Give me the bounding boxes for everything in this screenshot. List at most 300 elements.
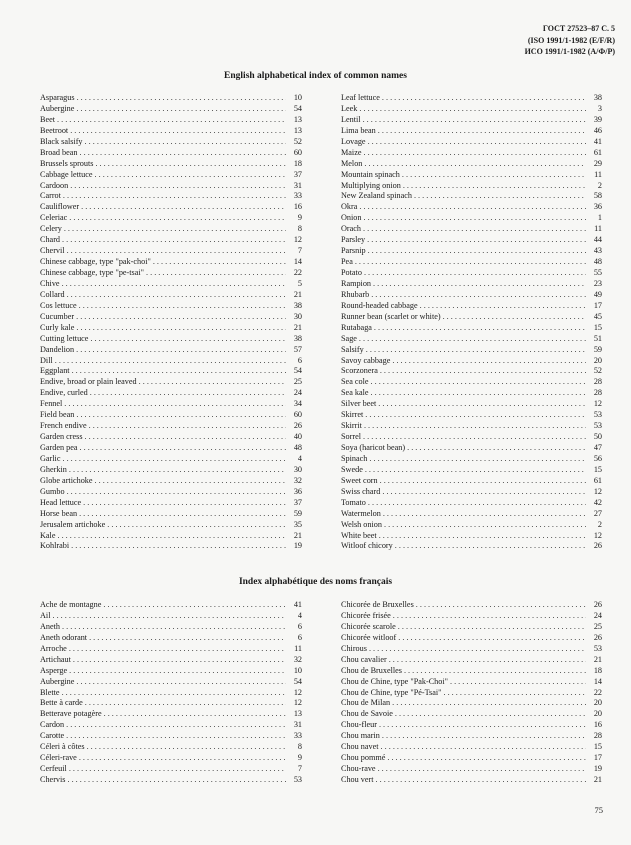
index-term: Celery: [40, 224, 62, 234]
index-entry: [40, 279, 302, 290]
index-entry: [341, 170, 602, 181]
index-page-number: 53: [593, 643, 602, 653]
index-entry: [40, 509, 302, 520]
index-page-number: 53: [293, 775, 302, 784]
index-page-number: 60: [293, 410, 302, 420]
index-term: Garden cress: [40, 432, 83, 442]
index-page-number: 1: [597, 213, 602, 223]
index-page-number: 12: [593, 530, 602, 540]
index-page-number: 25: [593, 621, 602, 631]
index-entry: [341, 655, 602, 666]
index-page-number: 57: [293, 344, 302, 354]
leader-dots: [364, 421, 586, 430]
leader-dots: [90, 334, 286, 343]
leader-dots: [76, 410, 286, 419]
index-term: Skirret: [341, 410, 364, 420]
leader-dots: [379, 720, 586, 729]
index-entry: [40, 775, 302, 786]
index-page-number: 15: [593, 742, 602, 752]
leader-dots: [77, 93, 286, 102]
index-entry: [40, 181, 302, 192]
leader-dots: [85, 432, 286, 441]
index-page-number: 18: [593, 665, 602, 675]
index-entry: [40, 644, 302, 655]
leader-dots: [398, 633, 586, 642]
index-entry: [341, 334, 602, 345]
index-term: Onion: [341, 213, 362, 223]
leader-dots: [81, 202, 286, 211]
index-term: Aneth odorant: [40, 632, 88, 642]
index-page-number: 9: [297, 213, 302, 223]
index-page-number: 22: [293, 268, 302, 277]
leader-dots: [392, 698, 586, 707]
leader-dots: [416, 600, 586, 609]
index-entry: [341, 709, 602, 720]
index-page-number: 59: [593, 344, 602, 354]
index-page-number: 21: [293, 322, 302, 332]
leader-dots: [76, 677, 286, 686]
index-term: Beetroot: [40, 125, 69, 135]
leader-dots: [146, 268, 286, 277]
index-page-number: 8: [297, 742, 302, 752]
leader-dots: [67, 246, 286, 255]
index-page-number: 26: [593, 541, 602, 551]
index-page-number: 20: [593, 698, 602, 708]
index-entry: [341, 753, 602, 764]
leader-dots: [72, 366, 286, 375]
leader-dots: [384, 520, 586, 529]
index-page-number: 47: [593, 443, 602, 452]
index-entry: [40, 377, 302, 388]
leader-dots: [368, 137, 586, 146]
leader-dots: [371, 377, 586, 386]
index-term: Blette: [40, 687, 60, 697]
leader-dots: [66, 720, 286, 729]
index-entry: [341, 410, 602, 421]
index-term: Collard: [40, 289, 65, 299]
leader-dots: [76, 312, 286, 321]
index-page-number: 52: [593, 366, 602, 376]
index-entry: [341, 213, 602, 224]
index-term: Chicorée scarole: [341, 621, 396, 631]
index-entry: [40, 677, 302, 688]
leader-dots: [380, 366, 586, 375]
index-page-number: 21: [293, 530, 302, 540]
leader-dots: [87, 742, 286, 751]
index-term: Head lettuce: [40, 497, 82, 507]
leader-dots: [76, 345, 286, 354]
index-entry: [40, 764, 302, 775]
index-term: Round-headed cabbage: [341, 300, 418, 310]
index-entry: [341, 677, 602, 688]
leader-dots: [420, 301, 586, 310]
leader-dots: [395, 541, 586, 550]
index-page-number: 20: [593, 355, 602, 365]
leader-dots: [104, 709, 286, 718]
index-entry: [40, 454, 302, 465]
index-entry: [341, 159, 602, 170]
index-entry: [40, 600, 302, 611]
index-page-number: 13: [293, 125, 302, 135]
leader-dots: [404, 666, 586, 675]
leader-dots: [107, 520, 286, 529]
index-term: Sweet corn: [341, 475, 378, 485]
index-entry: [341, 104, 602, 115]
index-page-number: 38: [293, 300, 302, 310]
index-page-number: 61: [593, 147, 602, 157]
index-entry: [40, 655, 302, 666]
index-entry: [341, 377, 602, 388]
index-term: Parsnip: [341, 246, 366, 256]
index-entry: [341, 465, 602, 476]
index-page-number: 44: [593, 235, 602, 245]
index-page-number: 24: [293, 388, 302, 398]
leader-dots: [139, 377, 286, 386]
leader-dots: [85, 698, 286, 707]
leader-dots: [359, 202, 586, 211]
index-page-number: 36: [593, 202, 602, 212]
index-page-number: 18: [293, 158, 302, 168]
index-entry: [40, 611, 302, 622]
header-line: ИСО 1991/1-1982 (А/Ф/Р): [524, 47, 615, 56]
index-term: Multiplying onion: [341, 180, 401, 190]
leader-dots: [55, 356, 286, 365]
index-entry: [40, 421, 302, 432]
index-page-number: 32: [293, 654, 302, 664]
leader-dots: [378, 399, 586, 408]
index-page-number: 5: [297, 278, 302, 288]
index-term: Chou marin: [341, 731, 380, 741]
index-term: Dandelion: [40, 344, 75, 354]
leader-dots: [382, 93, 586, 102]
index-term: Chou pommé: [341, 753, 386, 763]
index-page-number: 28: [593, 731, 602, 741]
index-page-number: 8: [297, 224, 302, 234]
french-index-left-column: [40, 600, 302, 786]
index-term: Asparagus: [40, 93, 75, 102]
index-entry: [40, 666, 302, 677]
index-page-number: 7: [297, 764, 302, 774]
index-term: Soya (haricot bean): [341, 443, 406, 452]
index-entry: [341, 509, 602, 520]
index-term: Silver beet: [341, 399, 377, 409]
leader-dots: [90, 388, 286, 397]
index-page-number: 16: [293, 202, 302, 212]
leader-dots: [382, 731, 586, 740]
index-page-number: 51: [593, 333, 602, 343]
index-page-number: 6: [297, 621, 302, 631]
index-page-number: 37: [293, 169, 302, 179]
index-term: Chou-rave: [341, 764, 376, 774]
index-entry: [341, 611, 602, 622]
leader-dots: [67, 487, 286, 496]
leader-dots: [85, 137, 286, 146]
index-page-number: 26: [293, 421, 302, 431]
index-term: Broad bean: [40, 147, 78, 157]
index-entry: [341, 520, 602, 531]
index-term: Bette à carde: [40, 698, 83, 708]
leader-dots: [450, 677, 586, 686]
index-term: Parsley: [341, 235, 366, 245]
index-page-number: 53: [593, 421, 602, 431]
leader-dots: [398, 622, 586, 631]
index-page-number: 34: [293, 399, 302, 409]
index-term: Lovage: [341, 136, 366, 146]
index-term: Chinese cabbage, type "pe-tsai": [40, 268, 144, 277]
leader-dots: [414, 191, 586, 200]
index-entry: [40, 498, 302, 509]
index-page-number: 10: [293, 93, 302, 102]
index-page-number: 30: [293, 464, 302, 474]
leader-dots: [374, 323, 586, 332]
index-term: Chirous: [341, 643, 367, 653]
index-page-number: 28: [593, 388, 602, 398]
index-entry: [40, 334, 302, 345]
index-page-number: 2: [597, 180, 602, 190]
index-entry: [40, 191, 302, 202]
index-entry: [341, 443, 602, 454]
leader-dots: [365, 410, 586, 419]
index-page-number: 14: [293, 257, 302, 267]
index-term: Sea cole: [341, 377, 369, 387]
index-entry: [341, 191, 602, 202]
index-term: Kohlrabi: [40, 541, 70, 551]
index-page-number: 11: [294, 643, 302, 653]
index-page-number: 30: [293, 311, 302, 321]
index-page-number: 12: [593, 399, 602, 409]
index-entry: [341, 531, 602, 542]
leader-dots: [69, 213, 286, 222]
leader-dots: [402, 170, 586, 179]
index-term: Lentil: [341, 114, 361, 124]
index-entry: [341, 764, 602, 775]
leader-dots: [76, 104, 286, 113]
index-entry: [40, 170, 302, 181]
leader-dots: [369, 454, 586, 463]
index-entry: [40, 432, 302, 443]
index-entry: [341, 290, 602, 301]
index-page-number: 13: [293, 114, 302, 124]
index-term: Eggplant: [40, 366, 70, 376]
leader-dots: [364, 268, 586, 277]
index-term: White beet: [341, 530, 377, 540]
index-term: Cerfeuil: [40, 764, 67, 774]
leader-dots: [367, 235, 586, 244]
index-term: Chou vert: [341, 775, 374, 784]
index-entry: [40, 104, 302, 115]
index-term: Aubergine: [40, 103, 75, 113]
leader-dots: [443, 688, 586, 697]
leader-dots: [80, 148, 286, 157]
leader-dots: [67, 775, 286, 784]
page-number: 75: [594, 805, 603, 815]
index-page-number: 20: [593, 709, 602, 719]
index-term: Chou de Bruxelles: [341, 665, 402, 675]
index-term: Cauliflower: [40, 202, 80, 212]
leader-dots: [66, 731, 286, 740]
index-entry: [40, 465, 302, 476]
index-term: Celeriac: [40, 213, 68, 223]
index-page-number: 54: [293, 676, 302, 686]
index-entry: [40, 541, 302, 552]
index-term: Chou-fleur: [341, 720, 377, 730]
leader-dots: [363, 213, 586, 222]
index-page-number: 11: [594, 224, 602, 234]
index-entry: [40, 323, 302, 334]
index-term: Garden pea: [40, 443, 78, 452]
index-term: Céleri-rave: [40, 753, 77, 763]
index-term: Cabbage lettuce: [40, 169, 93, 179]
index-entry: [40, 290, 302, 301]
index-page-number: 35: [293, 519, 302, 529]
index-term: Sorrel: [341, 432, 362, 442]
index-page-number: 59: [293, 508, 302, 518]
english-index-left-column: [40, 93, 302, 552]
leader-dots: [70, 181, 286, 190]
index-term: Tomato: [341, 497, 366, 507]
index-entry: [40, 301, 302, 312]
index-page-number: 4: [297, 610, 302, 620]
index-page-number: 19: [293, 541, 302, 551]
index-term: Garlic: [40, 453, 61, 463]
index-term: Black salsify: [40, 136, 83, 146]
index-page-number: 31: [293, 720, 302, 730]
index-entry: [341, 487, 602, 498]
index-entry: [40, 224, 302, 235]
leader-dots: [89, 633, 286, 642]
index-page-number: 27: [593, 508, 602, 518]
index-page-number: 12: [293, 698, 302, 708]
leader-dots: [153, 257, 286, 266]
french-index-right-column: [341, 600, 602, 786]
index-entry: [341, 137, 602, 148]
leader-dots: [62, 454, 286, 463]
index-term: Horse bean: [40, 508, 78, 518]
index-page-number: 21: [293, 289, 302, 299]
index-page-number: 33: [293, 191, 302, 201]
index-term: Welsh onion: [341, 519, 382, 529]
leader-dots: [57, 115, 286, 124]
leader-dots: [380, 476, 586, 485]
leader-dots: [382, 487, 586, 496]
index-term: Mountain spinach: [341, 169, 400, 179]
index-entry: [40, 742, 302, 753]
index-entry: [40, 356, 302, 367]
index-page-number: 17: [593, 300, 602, 310]
index-page-number: 48: [593, 257, 602, 267]
index-term: Chou de Savoie: [341, 709, 393, 719]
index-term: Watermelon: [341, 508, 381, 518]
index-term: Leaf lettuce: [341, 93, 380, 102]
index-entry: [40, 235, 302, 246]
index-entry: [341, 366, 602, 377]
leader-dots: [381, 742, 586, 751]
index-term: Okra: [341, 202, 358, 212]
index-entry: [341, 181, 602, 192]
leader-dots: [378, 126, 586, 135]
header-line: ГОСТ 27523–87 С. 5: [542, 24, 615, 33]
index-entry: [40, 257, 302, 268]
index-term: Chou cavalier: [341, 654, 387, 664]
index-page-number: 42: [593, 497, 602, 507]
index-page-number: 6: [297, 355, 302, 365]
index-entry: [40, 312, 302, 323]
index-entry: [40, 531, 302, 542]
english-index-title: English alphabetical index of common names: [224, 71, 407, 81]
index-page-number: 11: [594, 169, 602, 179]
leader-dots: [79, 509, 286, 518]
index-entry: [341, 323, 602, 334]
index-term: Dill: [40, 355, 53, 365]
leader-dots: [67, 290, 286, 299]
leader-dots: [389, 655, 586, 664]
index-term: Pea: [341, 257, 353, 267]
index-term: Asperge: [40, 665, 68, 675]
leader-dots: [83, 498, 286, 507]
index-term: Melon: [341, 158, 363, 168]
index-page-number: 37: [293, 497, 302, 507]
index-entry: [341, 476, 602, 487]
index-page-number: 4: [297, 453, 302, 463]
index-page-number: 46: [593, 125, 602, 135]
index-term: Cucumber: [40, 311, 75, 321]
leader-dots: [63, 191, 286, 200]
leader-dots: [79, 753, 286, 762]
index-term: Rhubarb: [341, 289, 370, 299]
index-page-number: 3: [597, 103, 602, 113]
index-term: Endive, curled: [40, 388, 88, 398]
index-term: Gherkin: [40, 464, 67, 474]
index-term: Chard: [40, 235, 61, 245]
index-entry: [341, 93, 602, 104]
index-entry: [40, 399, 302, 410]
index-page-number: 21: [593, 775, 602, 784]
leader-dots: [403, 181, 586, 190]
index-entry: [40, 202, 302, 213]
index-term: Chinese cabbage, type "pak-choi": [40, 257, 151, 267]
index-entry: [341, 731, 602, 742]
index-entry: [341, 279, 602, 290]
leader-dots: [359, 334, 586, 343]
index-entry: [341, 202, 602, 213]
index-entry: [40, 388, 302, 399]
index-page-number: 19: [593, 764, 602, 774]
index-entry: [40, 753, 302, 764]
index-term: Aubergine: [40, 676, 75, 686]
leader-dots: [364, 159, 586, 168]
index-term: Curly kale: [40, 322, 75, 332]
index-page-number: 50: [593, 432, 602, 442]
index-page-number: 56: [593, 453, 602, 463]
index-entry: [341, 541, 602, 552]
index-entry: [341, 666, 602, 677]
index-term: Spinach: [341, 453, 368, 463]
leader-dots: [387, 753, 586, 762]
leader-dots: [103, 600, 286, 609]
leader-dots: [76, 323, 286, 332]
index-term: Carotte: [40, 731, 65, 741]
index-entry: [341, 268, 602, 279]
leader-dots: [57, 531, 286, 540]
index-page-number: 6: [297, 632, 302, 642]
leader-dots: [69, 644, 286, 653]
index-entry: [40, 731, 302, 742]
leader-dots: [95, 170, 286, 179]
index-page-number: 31: [293, 180, 302, 190]
index-term: Leek: [341, 103, 358, 113]
index-entry: [341, 600, 602, 611]
index-entry: [341, 148, 602, 159]
